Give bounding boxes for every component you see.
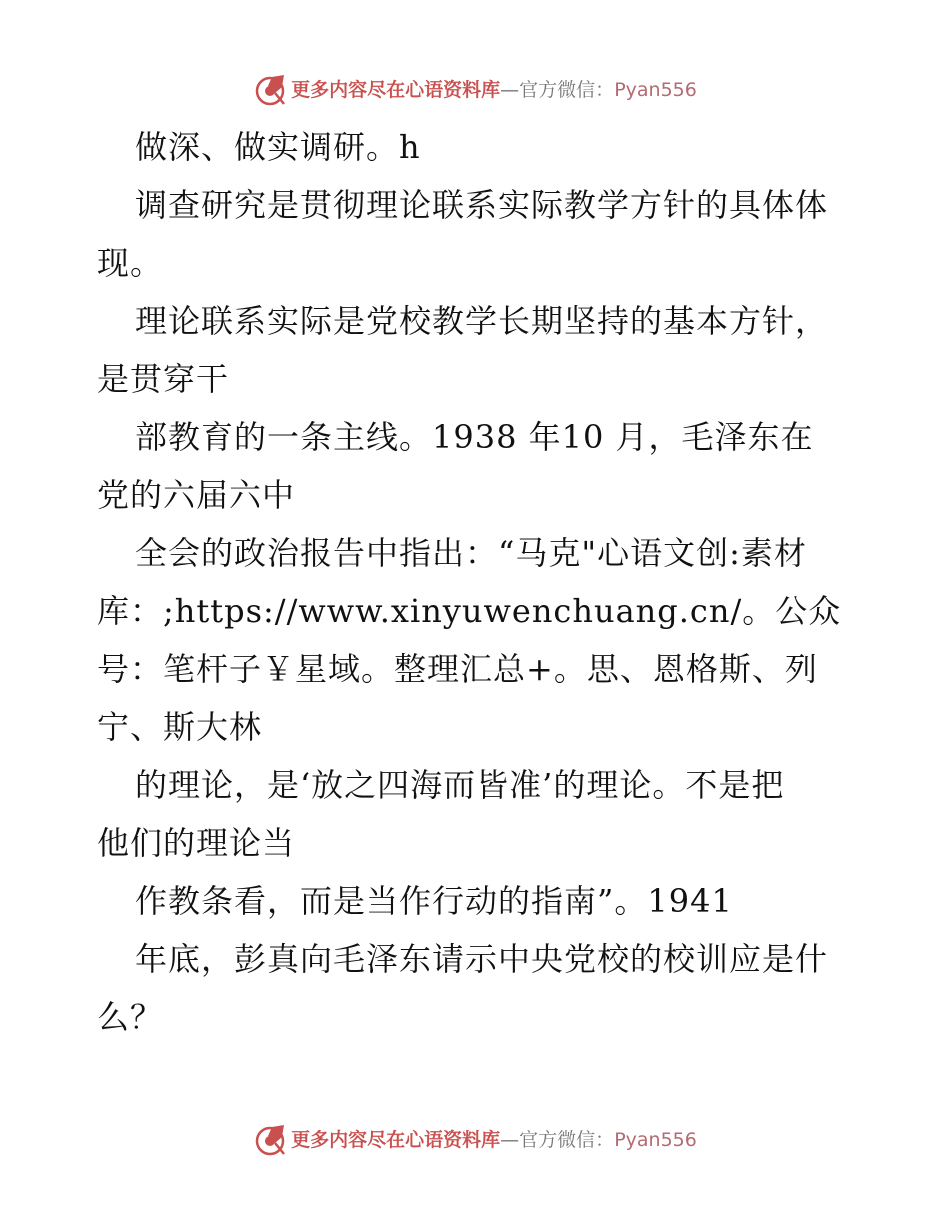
paragraph-line: 他们的理论当 xyxy=(97,824,296,862)
watermark-wechat-id: Pyan556 xyxy=(614,79,697,101)
footer-watermark-banner xyxy=(0,1120,950,1160)
paragraph-line: 么？ xyxy=(97,998,164,1036)
paragraph-line: 全会的政治报告中指出：“马克"心语文创:素材 xyxy=(135,534,807,572)
paragraph-line: 库：;https://www.xinyuwenchuang.cn/。公众 xyxy=(97,592,842,630)
paragraph-line: 现。 xyxy=(97,244,164,282)
watermark-wechat-id: Pyan556 xyxy=(614,1129,697,1151)
paragraph-line: 的理论，是‘放之四海而皆准’的理论。不是把 xyxy=(135,766,785,804)
paragraph-line: 党的六届六中 xyxy=(97,476,296,514)
pen-nib-logo-icon xyxy=(253,1123,287,1157)
paragraph-line: 做深、做实调研。h xyxy=(135,128,421,166)
paragraph-line: 宁、斯大林 xyxy=(97,708,263,746)
watermark-text xyxy=(291,1128,697,1152)
paragraph-line: 是贯穿干 xyxy=(97,360,230,398)
paragraph-line: 作教条看，而是当作行动的指南”。1941 xyxy=(135,882,733,920)
paragraph-line: 年底，彭真向毛泽东请示中央党校的校训应是什 xyxy=(135,940,829,978)
watermark-site-name: 更多内容尽在心语资料库 xyxy=(291,1129,501,1151)
paragraph-line: 理论联系实际是党校教学长期坚持的基本方针， xyxy=(135,302,829,340)
watermark-wechat-label: —官方微信： xyxy=(500,1129,615,1151)
watermark-site-name: 更多内容尽在心语资料库 xyxy=(291,79,501,101)
watermark-wechat-label: —官方微信： xyxy=(500,79,615,101)
paragraph-line: 部教育的一条主线。1938 年10 月，毛泽东在 xyxy=(135,418,814,456)
paragraph-line: 调查研究是贯彻理论联系实际教学方针的具体体 xyxy=(135,186,829,224)
paragraph-line: 号：笔杆子￥星域。整理汇总+。思、恩格斯、列 xyxy=(97,650,818,688)
